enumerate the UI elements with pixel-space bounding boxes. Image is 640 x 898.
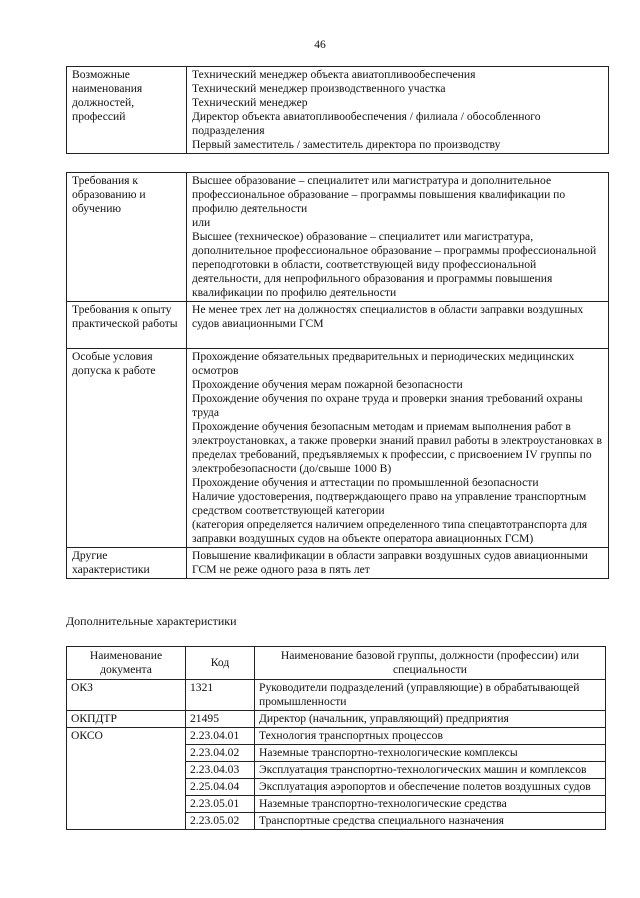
header-doc: Наименование документа: [67, 647, 186, 680]
row-label: Другие характеристики: [67, 548, 187, 579]
name-cell: Эксплуатация транспортно-технологических машин и комплексов: [255, 762, 606, 779]
value-line: Прохождение обучения мерам пожарной безопасности: [192, 378, 463, 391]
value-line: Прохождение обучения и аттестации по промышленной безопасности: [192, 476, 539, 489]
row-values: [187, 302, 609, 349]
code-cell: 2.23.05.01: [186, 796, 255, 813]
value-line: Первый заместитель / заместитель директора по производству: [192, 138, 501, 151]
name-cell: Руководители подразделений (управляющие) в обрабатывающей промышленности: [255, 680, 606, 711]
value-line: Технический менеджер объекта авиатопливообеспечения: [192, 68, 476, 81]
value-line: (категория определяется наличием определенного типа спецавтотранспорта для заправки воздушных судов на объекте оператора авиационных ГСМ): [192, 518, 588, 545]
doc-cell: ОКЗ: [67, 680, 186, 711]
value-line: Технический менеджер производственного участка: [192, 82, 446, 95]
additional-table: [66, 646, 606, 830]
page-number: 46: [314, 39, 326, 51]
doc-cell: ОКСО: [67, 728, 186, 830]
code-cell: 2.23.05.02: [186, 813, 255, 830]
row-label: Возможные наименования должностей, профессий: [67, 67, 187, 154]
code-cell: 21495: [186, 711, 255, 728]
code-cell: 1321: [186, 680, 255, 711]
row-label: Требования к образованию и обучению: [67, 173, 187, 302]
value-line: Прохождение обучения по охране труда и проверки знания требований охраны труда: [192, 392, 583, 419]
code-cell: 2.25.04.04: [186, 779, 255, 796]
row-label: Требования к опыту практической работы: [67, 302, 187, 349]
table-row: [67, 302, 609, 349]
table-row: [67, 711, 606, 728]
value-line: или: [192, 216, 211, 229]
header-row: [67, 647, 606, 680]
value-line: Директор объекта авиатопливообеспечения / филиала / обособленного подразделения: [192, 110, 541, 137]
name-cell: Директор (начальник, управляющий) предприятия: [255, 711, 606, 728]
positions-table: [66, 66, 609, 154]
value-line: Высшее (техническое) образование – специалитет или магистратура, дополнительное профессиональное образование – программы профессиональной переподготовки в области, соответствующей виду профессиональной деятельности, для непрофильного образования и программы повышения квалификации по профилю деятельности: [192, 230, 597, 299]
code-cell: 2.23.04.03: [186, 762, 255, 779]
table-row: [67, 173, 609, 302]
value-line: Повышение квалификации в области заправки воздушных судов авиационными ГСМ не реже одного раза в пять лет: [192, 549, 588, 576]
row-values: [187, 349, 609, 548]
header-name: Наименование базовой группы, должности (профессии) или специальности: [255, 647, 606, 680]
value-line: Технический менеджер: [192, 96, 308, 109]
name-cell: Эксплуатация аэропортов и обеспечение полетов воздушных судов: [255, 779, 606, 796]
table-row: [67, 349, 609, 548]
code-cell: 2.23.04.02: [186, 745, 255, 762]
value-line: Наличие удостоверения, подтверждающего право на управление транспортным средством соответствующей категории: [192, 490, 587, 517]
table-row: [67, 548, 609, 579]
name-cell: Наземные транспортно-технологические средства: [255, 796, 606, 813]
header-code: Код: [186, 647, 255, 680]
value-line: Не менее трех лет на должностях специалистов в области заправки воздушных судов авиационными ГСМ: [192, 303, 584, 330]
row-values: [187, 548, 609, 579]
doc-cell: ОКПДТР: [67, 711, 186, 728]
name-cell: Наземные транспортно-технологические комплексы: [255, 745, 606, 762]
name-cell: Транспортные средства специального назначения: [255, 813, 606, 830]
name-cell: Технология транспортных процессов: [255, 728, 606, 745]
value-line: Прохождение обязательных предварительных и периодических медицинских осмотров: [192, 350, 575, 377]
value-line: Прохождение обучения безопасным методам и приемам выполнения работ в электроустановках, а также проверки знаний правил работы в электроустановках в пределах требований, предъявляемых к профессии, с присвоением IV группы по электробезопасности (до/свыше 1000 В): [192, 420, 602, 475]
table-row: [67, 680, 606, 711]
table-row: [67, 67, 609, 154]
row-values: [187, 67, 609, 154]
section-heading: Дополнительные характеристики: [66, 614, 237, 628]
requirements-table: [66, 172, 609, 579]
code-cell: 2.23.04.01: [186, 728, 255, 745]
row-values: [187, 173, 609, 302]
table-row: [67, 728, 606, 745]
row-label: Особые условия допуска к работе: [67, 349, 187, 548]
value-line: Высшее образование – специалитет или магистратура и дополнительное профессиональное образование – программы повышения квалификации по профилю деятельности: [192, 174, 566, 215]
